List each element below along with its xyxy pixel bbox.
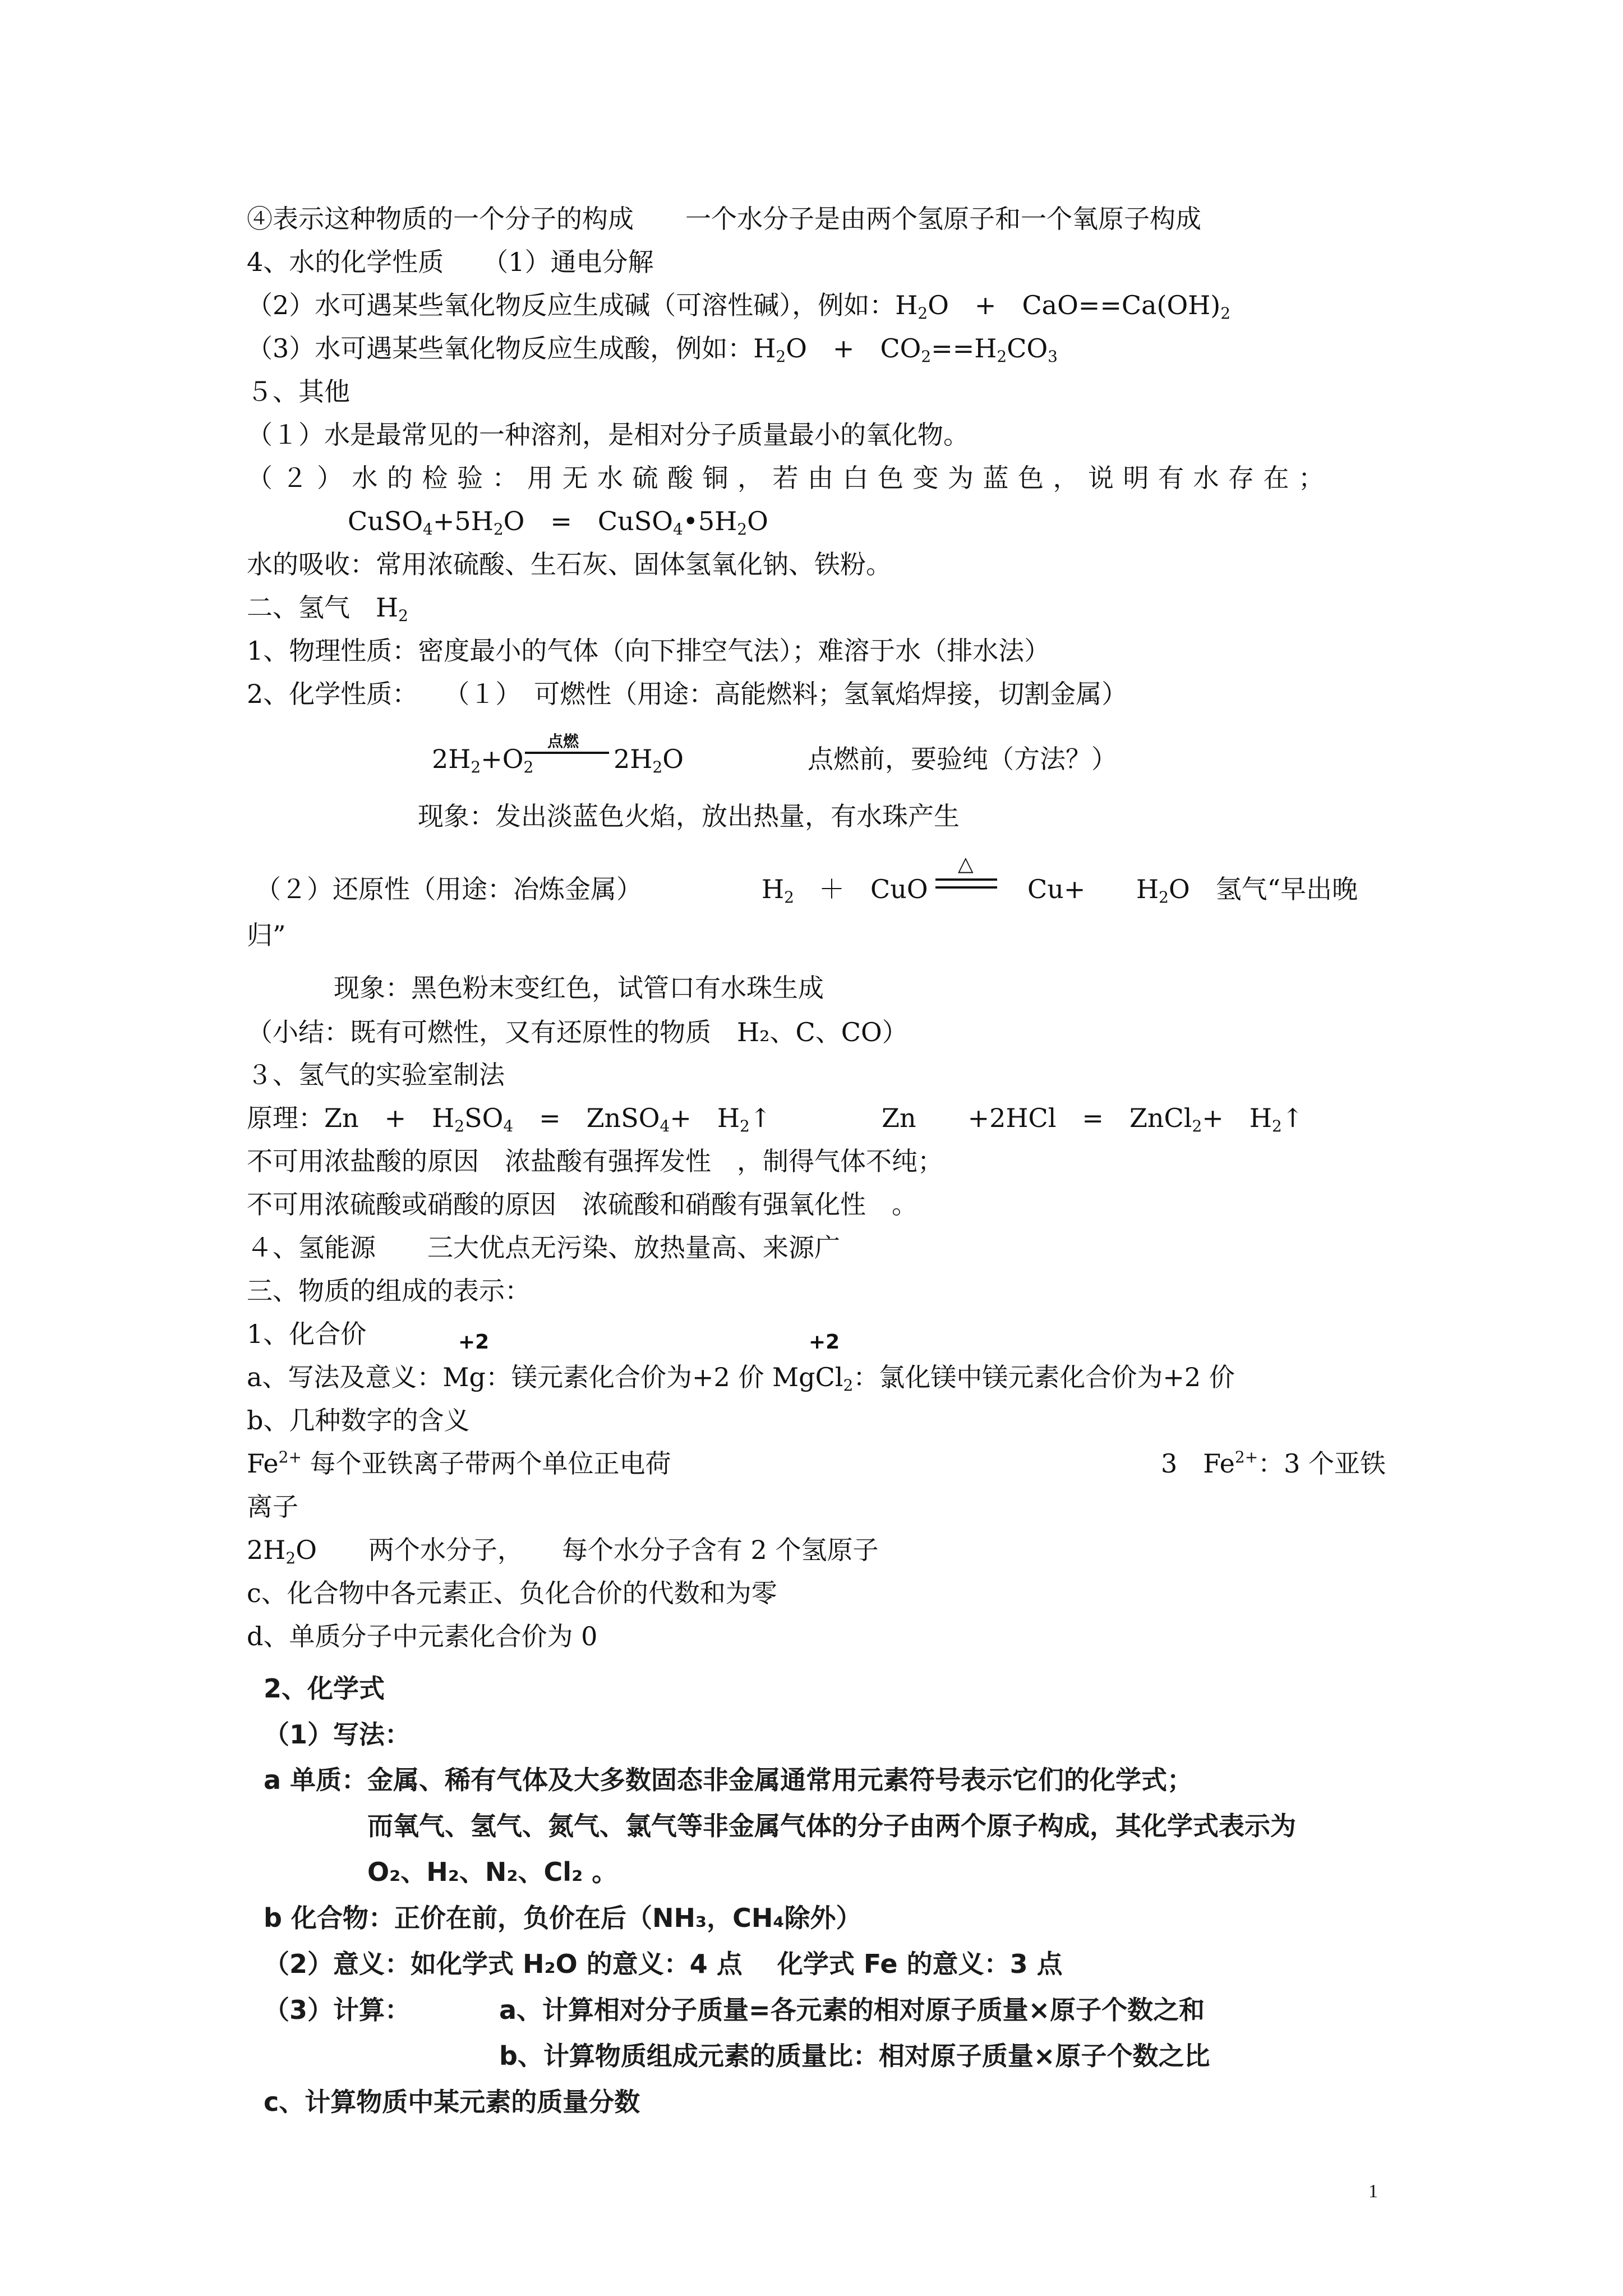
line-three-fe-ions: 3 $Fe^{2+}$：3 个亚铁 bbox=[1161, 1448, 1386, 1479]
equation-bar-top bbox=[935, 878, 997, 881]
line-lab-preparation: ３、氢气的实验室制法 bbox=[247, 1060, 505, 1090]
line-diatomic-gases: 而氧气、氢气、氮气、氯气等非金属气体的分子由两个原子构成，其化学式表示为 bbox=[367, 1811, 1296, 1841]
line-calculation-label: （3）计算： bbox=[264, 1995, 411, 2025]
line-compound: b 化合物：正价在前，负价在后（NH₃，CH₄除外） bbox=[264, 1903, 862, 1933]
line-calc-mass-fraction: c、计算物质中某元素的质量分数 bbox=[264, 2087, 640, 2117]
line-calc-molecular-mass: a、计算相对分子质量=各元素的相对原子质量×原子个数之和 bbox=[499, 1995, 1205, 2025]
line-no-conc-hcl: 不可用浓盐酸的原因 浓盐酸有强挥发性 ，制得气体不纯； bbox=[247, 1146, 943, 1176]
line-principle-zn-h2so4: 原理：Zn + $H_2SO_4$ = ZnSO$_4$+ $H_2↑$ bbox=[247, 1103, 772, 1135]
condition-ignite: 点燃 bbox=[547, 732, 579, 751]
line-water-detection: （２）水的检验：用无水硫酸铜，若由白色变为蓝色，说明有水存在； bbox=[247, 463, 1334, 493]
line-elemental-substance: a 单质：金属、稀有气体及大多数固态非金属通常用元素符号表示它们的化学式； bbox=[264, 1765, 1193, 1795]
valence-mark-mg: +2 bbox=[458, 1331, 490, 1354]
line-diatomic-formulas: O₂、H₂、N₂、Cl₂ 。 bbox=[367, 1857, 618, 1887]
line-summary: （小结：既有可燃性，又有还原性的物质 H₂、C、CO） bbox=[247, 1017, 908, 1047]
line-2h2o: $2H_2O$ 两个水分子， 每个水分子含有 2 个氢原子 bbox=[247, 1535, 879, 1567]
line-no-conc-h2so4: 不可用浓硫酸或硝酸的原因 浓硫酸和硝酸有强氧化性 。 bbox=[247, 1189, 917, 1220]
line-meaning: （2）意义：如化学式 H₂O 的意义：4 点 化学式 Fe 的意义：3 点 bbox=[264, 1949, 1063, 1979]
line-hydrogen-physical: 1、物理性质：密度最小的气体（向下排空气法）；难溶于水（排水法） bbox=[247, 636, 1050, 666]
equation-reduction-h2: $H_2$ bbox=[762, 874, 794, 907]
line-water-chemical-properties: 4、水的化学性质 （1）通电分解 bbox=[247, 247, 654, 277]
line-combustion-phenomenon: 现象：发出淡蓝色火焰，放出热量，有水珠产生 bbox=[418, 801, 960, 831]
line-calc-mass-ratio: b、计算物质组成元素的质量比：相对原子质量×原子个数之比 bbox=[499, 2041, 1210, 2071]
equation-reduction-h2o: $H_2O$ 氢气“早出晚 bbox=[1136, 874, 1358, 907]
line-reduction-cont: 归” bbox=[247, 920, 286, 950]
line-principle-zn-hcl: Zn +2HCl = ZnCl$_2$+ $H_2↑$ bbox=[882, 1103, 1304, 1135]
line-fe-ion: $Fe^{2+}$ 每个亚铁离子带两个单位正电荷 bbox=[247, 1448, 671, 1479]
line-cuso4-equation: $CuSO_4+5H_2O$ = $CuSO_4•5H_2O$ bbox=[348, 506, 768, 539]
line-molecule-composition: ④表示这种物质的一个分子的构成 一个水分子是由两个氢原子和一个氧原子构成 bbox=[247, 204, 1201, 234]
line-fe-ion-cont: 离子 bbox=[247, 1492, 298, 1522]
condition-heat: △ bbox=[958, 853, 974, 876]
line-element-valence-zero: d、单质分子中元素化合价为 0 bbox=[247, 1621, 598, 1651]
equation-hydrogen-combustion-left: $2H_2+O_2$ bbox=[432, 744, 534, 776]
line-reduction-phenomenon: 现象：黑色粉末变红色，试管口有水珠生成 bbox=[334, 973, 824, 1003]
line-other-heading: ５、其他 bbox=[247, 376, 350, 407]
valence-mark-mgcl2: +2 bbox=[809, 1331, 840, 1354]
equation-reduction-cu: Cu+ bbox=[1027, 874, 1086, 904]
line-water-solvent: （１）水是最常见的一种溶剂，是相对分子质量最小的氧化物。 bbox=[247, 420, 969, 450]
equation-hydrogen-combustion-right: $2H_2O$ bbox=[614, 744, 684, 776]
line-water-absorption: 水的吸收：常用浓硫酸、生石灰、固体氢氧化钠、铁粉。 bbox=[247, 549, 892, 579]
equation-bar-bottom bbox=[935, 886, 997, 889]
line-hydrogen-energy: ４、氢能源 三大优点无污染、放热量高、来源广 bbox=[247, 1232, 840, 1263]
equation-reduction-cuo: ＋ CuO bbox=[819, 874, 928, 904]
line-valence-sum-zero: c、化合物中各元素正、负化合价的代数和为零 bbox=[247, 1578, 777, 1608]
page-number: 1 bbox=[1368, 2181, 1378, 2202]
line-writing: （1）写法： bbox=[264, 1719, 411, 1750]
line-water-base: （2）水可遇某些氧化物反应生成碱（可溶性碱），例如：$H_2O$ + $CaO==Ca(OH)_2$ bbox=[247, 290, 1231, 323]
note-verify-purity: 点燃前，要验纯（方法？） bbox=[808, 744, 1117, 774]
line-valence-writing: a、写法及意义：Mg：镁元素化合价为+2 价 MgCl$_2$：氯化镁中镁元素化合价为+2 价 bbox=[247, 1362, 1235, 1395]
section-composition-heading: 三、物质的组成的表示： bbox=[247, 1276, 531, 1306]
section-hydrogen-heading: 二、氢气 $H_2$ bbox=[247, 592, 408, 625]
line-hydrogen-reduction: （２）还原性（用途：冶炼金属） bbox=[255, 874, 642, 904]
line-water-acid: （3）水可遇某些氧化物反应生成酸，例如：$H_2O$ + $CO_2==H_2CO_3$ bbox=[247, 333, 1058, 366]
line-number-meaning: b、几种数字的含义 bbox=[247, 1405, 470, 1435]
line-valence: 1、化合价 bbox=[247, 1319, 367, 1349]
equation-bar bbox=[525, 752, 609, 754]
line-chemical-formula: 2、化学式 bbox=[264, 1673, 385, 1704]
line-hydrogen-chemical: 2、化学性质： （１） 可燃性（用途：高能燃料；氢氧焰焊接，切割金属） bbox=[247, 679, 1128, 709]
